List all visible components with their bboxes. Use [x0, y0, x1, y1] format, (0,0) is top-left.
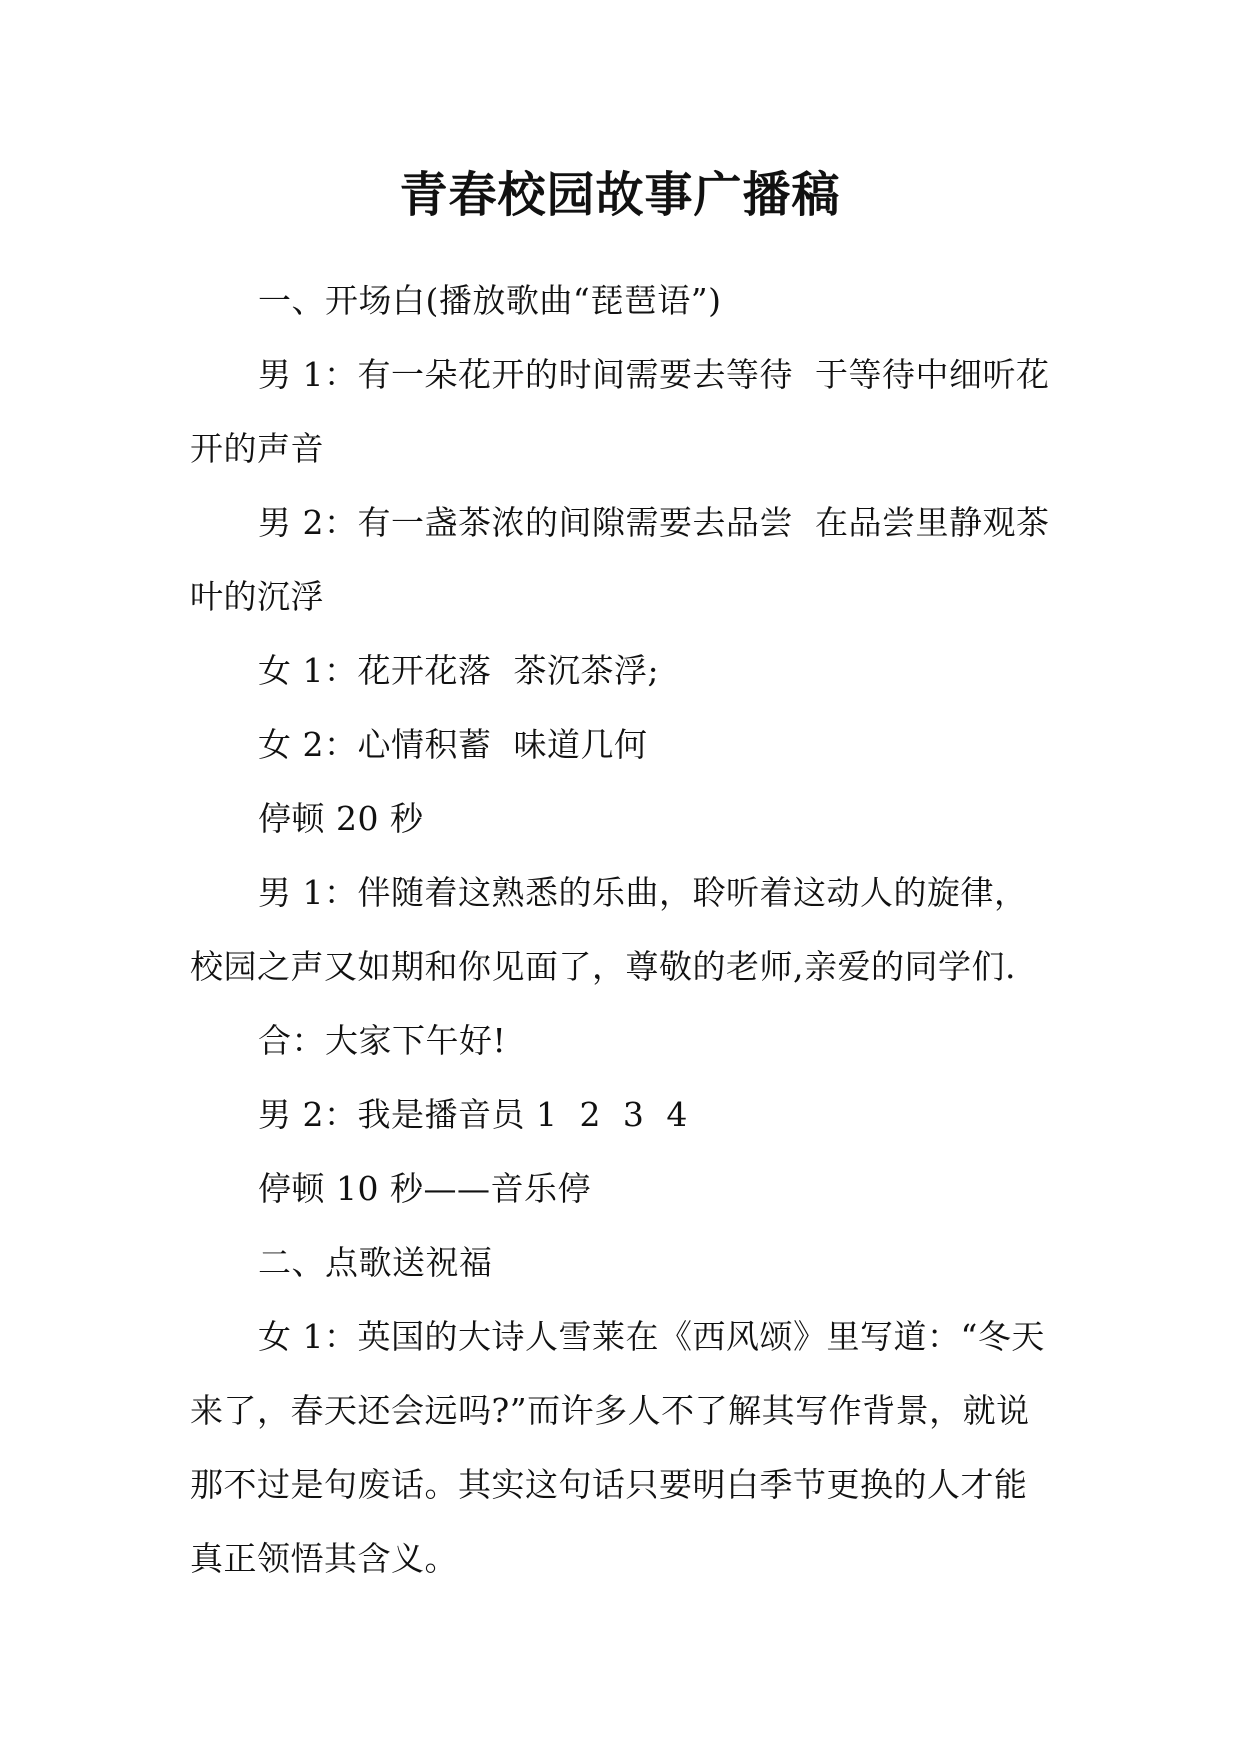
paragraph-female1-line2: 女 1：英国的大诗人雪莱在《西风颂》里写道：“冬天来了，春天还会远吗?”而许多人不了解其写作背景，就说那不过是句废话。其实这句话只要明白季节更换的人才能真正领悟其含义。 [190, 1317, 1045, 1578]
document-title: 青春校园故事广播稿 [399, 167, 841, 223]
paragraph-pause-20: 停顿 20 秒 [258, 799, 424, 838]
paragraph-male1-line1: 男 1：有一朵花开的时间需要去等待 于等待中细听花开的声音 [190, 355, 1050, 468]
paragraph-together: 合：大家下午好! [258, 1021, 507, 1060]
paragraph-male2-line2: 男 2：我是播音员 1 2 3 4 [258, 1095, 688, 1134]
document-body [190, 264, 1050, 1596]
paragraph-section-two-heading: 二、点歌送祝福 [258, 1243, 493, 1282]
paragraph-female2-line1: 女 2：心情积蓄 味道几何 [258, 725, 648, 764]
paragraph-male1-line2: 男 1：伴随着这熟悉的乐曲，聆听着这动人的旋律，校园之声又如期和你见面了，尊敬的老师,亲爱的同学们. [190, 873, 1028, 986]
paragraph-male2-line1: 男 2：有一盏茶浓的间隙需要去品尝 在品尝里静观茶叶的沉浮 [190, 503, 1050, 616]
paragraph-female1-line1: 女 1：花开花落 茶沉茶浮; [258, 651, 660, 690]
paragraph-pause-10: 停顿 10 秒——音乐停 [258, 1169, 591, 1208]
paragraph-opening-heading: 一、开场白(播放歌曲“琵琶语”) [258, 281, 722, 320]
